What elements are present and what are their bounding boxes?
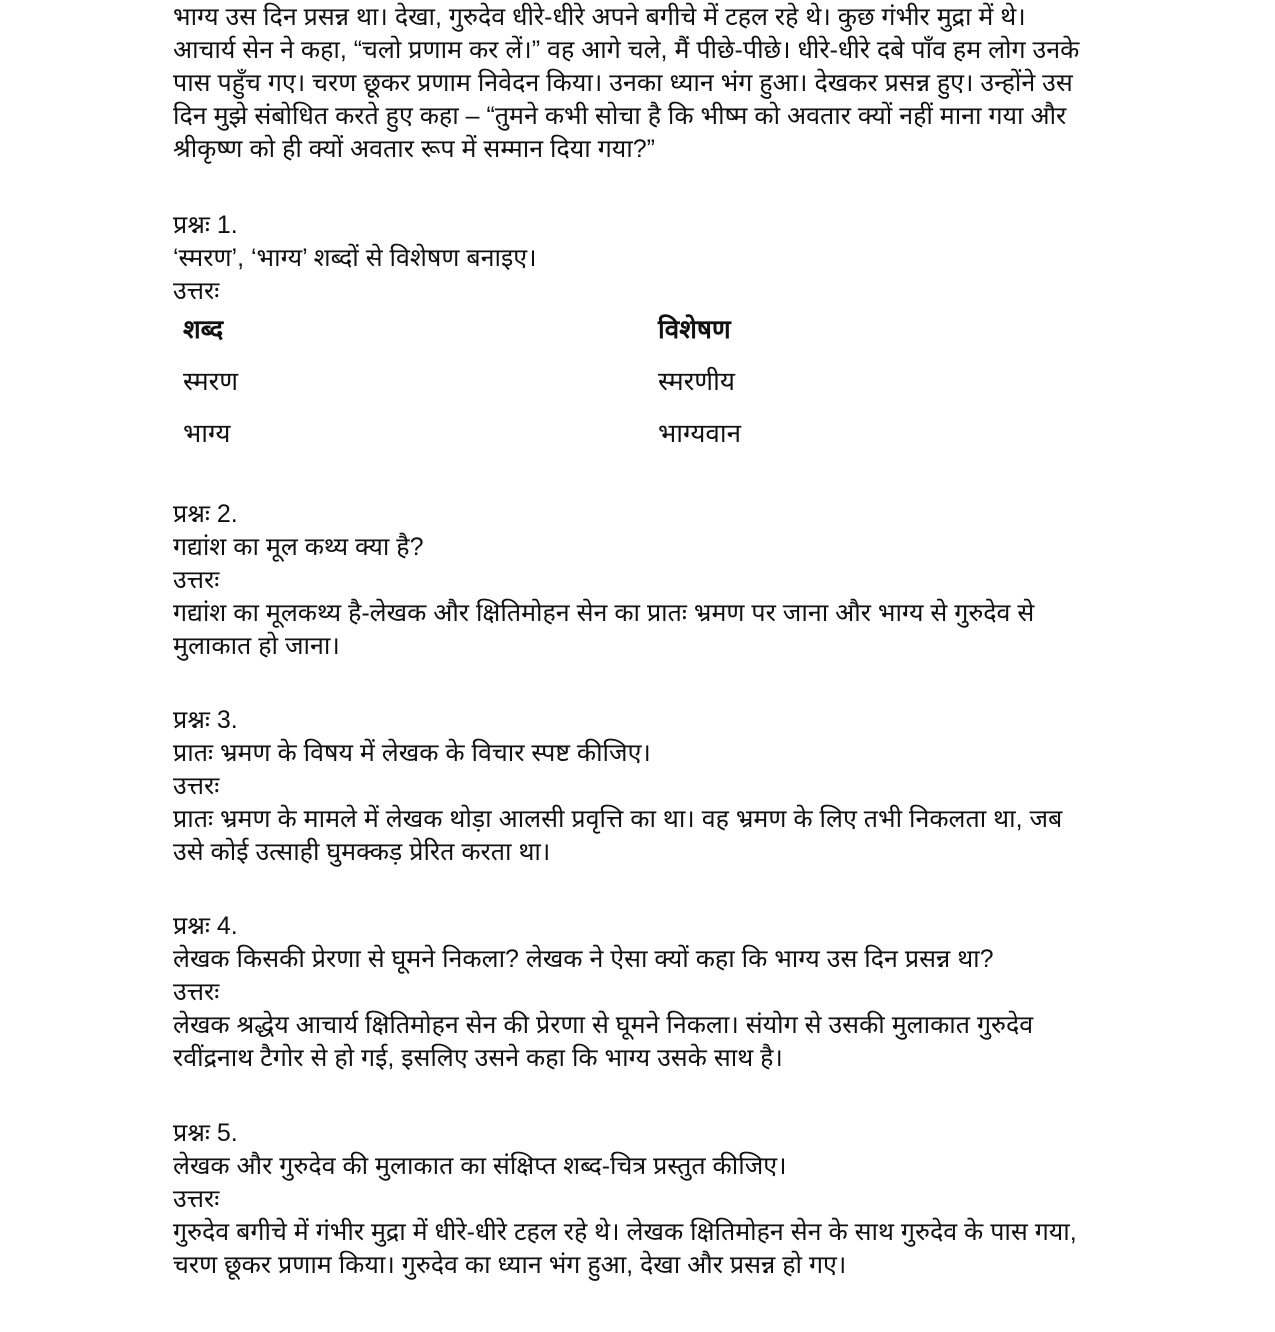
passage-line: भाग्य उस दिन प्रसन्न था। देखा, गुरुदेव धीरे-धीरे अपने बगीचे में टहल रहे थे। कुछ गंभीर मुद्रा में थे। bbox=[173, 3, 1026, 31]
answer-line: गुरुदेव बगीचे में गंभीर मुद्रा में धीरे-धीरे टहल रहे थे। लेखक क्षितिमोहन सेन के साथ गुरुदेव के पास गया, bbox=[173, 1218, 1077, 1246]
passage-line: दिन मुझे संबोधित करते हुए कहा – “तुमने कभी सोचा है कि भीष्म को अवतार क्यों नहीं माना गया और bbox=[173, 102, 1067, 130]
question-4 bbox=[173, 910, 1173, 1075]
answer-label: उत्तरः bbox=[173, 978, 220, 1006]
question-label: प्रश्नः 2. bbox=[173, 500, 238, 528]
answer-line: उसे कोई उत्साही घुमक्कड़ प्रेरित करता था। bbox=[173, 838, 551, 866]
question-text: लेखक किसकी प्रेरणा से घूमने निकला? लेखक ने ऐसा क्यों कहा कि भाग्य उस दिन प्रसन्न था? bbox=[173, 945, 994, 973]
question-5 bbox=[173, 1117, 1173, 1282]
table-header-word: शब्द bbox=[183, 314, 224, 344]
passage-line: पास पहुँच गए। चरण छूकर प्रणाम निवेदन किया। उनका ध्यान भंग हुआ। देखकर प्रसन्न हुए। उन्होंने उस bbox=[173, 69, 1073, 97]
question-text: लेखक और गुरुदेव की मुलाकात का संक्षिप्त शब्द-चित्र प्रस्तुत कीजिए। bbox=[173, 1152, 787, 1180]
answer-line: लेखक श्रद्धेय आचार्य क्षितिमोहन सेन की प्रेरणा से घूमने निकला। संयोग से उसकी मुलाकात गुरुदेव bbox=[173, 1011, 1034, 1039]
table-header-adjective: विशेषण bbox=[658, 314, 731, 344]
question-label: प्रश्नः 1. bbox=[173, 211, 238, 239]
answer-label: उत्तरः bbox=[173, 566, 220, 594]
answer-line: मुलाकात हो जाना। bbox=[173, 632, 340, 660]
question-3 bbox=[173, 704, 1173, 869]
passage bbox=[173, 1, 1173, 166]
table-cell: स्मरण bbox=[183, 366, 239, 396]
answer-label: उत्तरः bbox=[173, 277, 220, 305]
question-text: प्रातः भ्रमण के विषय में लेखक के विचार स्पष्ट कीजिए। bbox=[173, 739, 651, 767]
question-2 bbox=[173, 498, 1173, 663]
question-label: प्रश्नः 3. bbox=[173, 706, 238, 734]
question-label: प्रश्नः 4. bbox=[173, 912, 238, 940]
question-text: गद्यांश का मूल कथ्य क्या है? bbox=[173, 533, 424, 561]
question-label: प्रश्नः 5. bbox=[173, 1119, 238, 1147]
answer-line: गद्यांश का मूलकथ्य है-लेखक और क्षितिमोहन सेन का प्रातः भ्रमण पर जाना और भाग्य से गुरुदेव से bbox=[173, 599, 1035, 627]
table-cell: भाग्य bbox=[183, 418, 231, 448]
answer-label: उत्तरः bbox=[173, 772, 220, 800]
answer-line: रवींद्रनाथ टैगोर से हो गई, इसलिए उसने कहा कि भाग्य उसके साथ है। bbox=[173, 1044, 783, 1072]
passage-line: श्रीकृष्ण को ही क्यों अवतार रूप में सम्मान दिया गया?” bbox=[173, 135, 655, 163]
answer-line: प्रातः भ्रमण के मामले में लेखक थोड़ा आलसी प्रवृत्ति का था। वह भ्रमण के लिए तभी निकलता था, जब bbox=[173, 805, 1063, 833]
answer-line: चरण छूकर प्रणाम किया। गुरुदेव का ध्यान भंग हुआ, देखा और प्रसन्न हो गए। bbox=[173, 1251, 847, 1279]
table-cell: भाग्यवान bbox=[658, 418, 742, 448]
table-cell: स्मरणीय bbox=[658, 366, 735, 396]
passage-line: आचार्य सेन ने कहा, “चलो प्रणाम कर लें।” वह आगे चले, मैं पीछे-पीछे। धीरे-धीरे दबे पाँव हम लोग उनके bbox=[173, 36, 1080, 64]
answer-label: उत्तरः bbox=[173, 1185, 220, 1213]
question-1 bbox=[173, 209, 1173, 308]
question-text: ‘स्मरण’, ‘भाग्य’ शब्दों से विशेषण बनाइए। bbox=[173, 244, 537, 272]
